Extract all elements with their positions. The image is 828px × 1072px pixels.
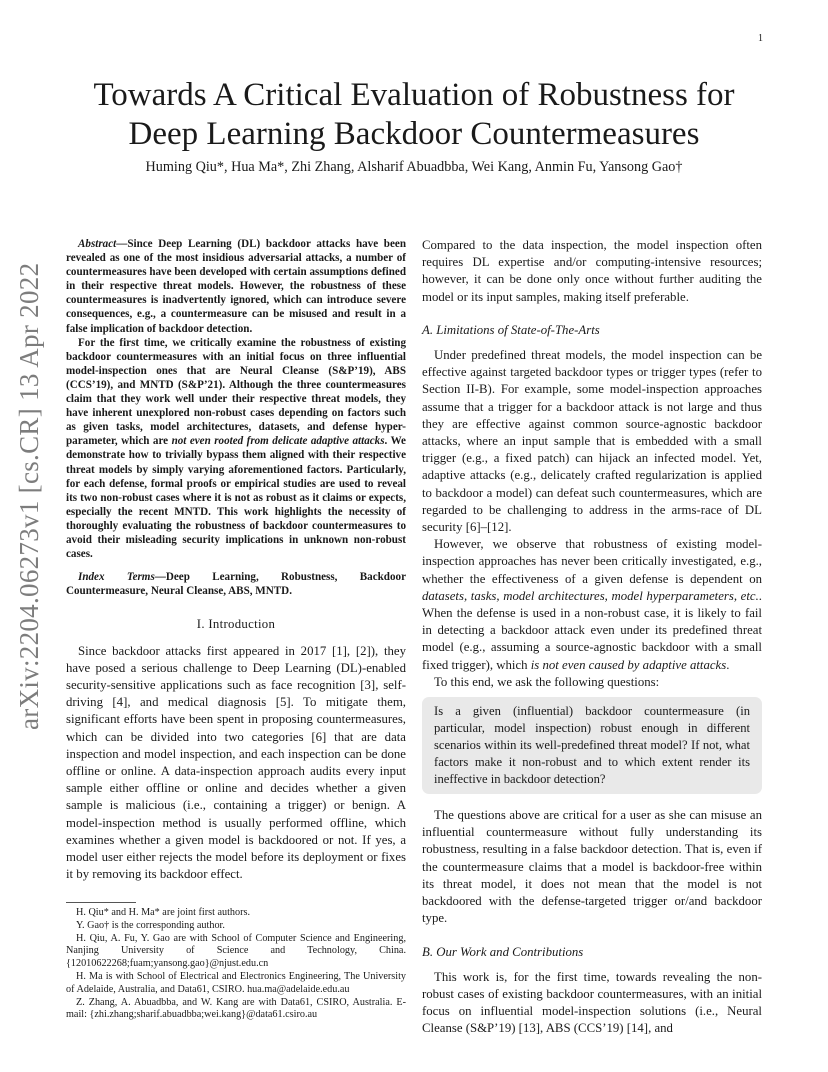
emphasis-span: is not even caused by adaptive attacks xyxy=(530,657,727,672)
abstract-paragraph-1 xyxy=(66,237,406,336)
section-heading-intro: I. Introduction xyxy=(196,617,276,632)
footnote-rule xyxy=(66,902,136,903)
text-span: However, we observe that robustness of existing model-inspection approaches has never been critically investigated, e.g., whether the effectiveness of a given defense is dependent on xyxy=(422,537,762,586)
paragraph-limitations-1: Under predefined threat models, the model inspection can be effective against targeted backdoor types or trigger types (refer to Section II-B). For example, some model-inspection approaches assume that a trigger for a backdoor attack is not large and thus they are effective against common source-agnostic backdoor attacks, where an input sample that is embedded with a small trigger (e.g., a fixed patch) can hijack an infected model. Yet, adaptive attacks (e.g., delicately crafted regularization is applied to backdoor a model) can defeat such countermeasures, which are regarded to be challenging to address in the arms-race of DL security [6]–[12]. xyxy=(422,348,762,535)
arxiv-stamp: arXiv:2204.06273v1 [cs.CR] 13 Apr 2022 xyxy=(14,262,44,730)
abstract-label: Abstract xyxy=(78,238,117,250)
paragraph-continued: Compared to the data inspection, the model inspection often requires DL expertise and/or computing-intensive resources; however, it can be done only once without further auditing the model or its input samples, making itself preferable. xyxy=(422,238,762,304)
abstract-text-1: —Since Deep Learning (DL) backdoor attacks have been revealed as one of the most insidious adversarial attacks, a number of countermeasures have been developed with certain assumptions defined in their respective threat models. However, the robustness of these countermeasures is inadvertently ignored, which can introduce severe consequences, e.g., a countermeasure can be misused and result in a false implication of backdoor detection. xyxy=(66,238,406,335)
footnote: Z. Zhang, A. Abuadbba, and W. Kang are with Data61, CSIRO, Australia. E-mail: {zhi.zhang;sharif.abuadbba;wei.kang}@data61.csiro.au xyxy=(66,996,406,1021)
footnotes xyxy=(66,902,406,1022)
abstract-emphasis: not even rooted from delicate adaptive attacks xyxy=(171,435,385,448)
abstract-text-2a: For the first time, we critically examine the robustness of existing backdoor countermeasures with an initial focus on three influential model-inspection ones that are Neural Cleanse (S&P’19), ABS (CCS’19), and MNTD (S&P’21). Although the three countermeasures claim that they work well under their respective threat models, they have inherent unexplored non-robust cases depending on factors such as given tasks, model architectures, datasets, and defense hyper-parameter, which are xyxy=(66,336,406,448)
subsection-heading-a: A. Limitations of State-of-The-Arts xyxy=(422,322,600,337)
text-span: . When the defense is used in a non-robust case, it is likely to fail in detecting a backdoor attack even under its predefined threat model (e.g., assuming a source-agnostic backdoor with a small fixed trigger), which xyxy=(422,588,762,672)
footnote: H. Qiu* and H. Ma* are joint first authors. xyxy=(76,907,251,918)
subsection-heading-b: B. Our Work and Contributions xyxy=(422,944,584,959)
footnote: Y. Gao† is the corresponding author. xyxy=(76,919,225,931)
paragraph-questions-intro: To this end, we ask the following questions: xyxy=(434,674,660,689)
intro-paragraph-1: Since backdoor attacks first appeared in 2017 [1], [2]), they have posed a serious challenge to Deep Learning (DL)-enabled security-sensitive applications such as face recognition [3], self-driving [4], and medical diagnosis [5]. To mitigate them, significant efforts have been spent in proposing countermeasures, which can be divided into two categories [6] that are data inspection and model inspection, and each inspection can be done offline or online. A data-inspection approach audits every input sample either offline or online and decides whether a given sample is malicious (i.e., containing a trigger) or benign. A model-inspection method is usually performed offline, which examines whether a given model is backdoored or not. If yes, a model user either rejects the model before its deployment or fixes it by removing its backdoor effect. xyxy=(66,643,406,882)
page-number: 1 xyxy=(758,33,763,44)
abstract-paragraph-2 xyxy=(66,336,406,562)
index-terms-label: Index Terms xyxy=(78,571,155,584)
author-list: Huming Qiu*, Hua Ma*, Zhi Zhang, Alsharif Abuadbba, Wei Kang, Anmin Fu, Yansong Gao† xyxy=(145,159,683,175)
footnote: H. Qiu, A. Fu, Y. Gao are with School of Computer Science and Engineering, Nanjing University of Science and Technology, China. {12010622268;fuam;yansong.gao}@njust.edu.cn xyxy=(66,932,406,970)
left-column xyxy=(66,237,406,883)
abstract xyxy=(66,237,406,598)
abstract-text-2b: . We demonstrate how to trivially bypass them aligned with their respective threat models by simply varying aforementioned factors. Particularly, for each defense, formal proofs or empirical studies are used to reveal its two non-robust cases where it is not as robust as it claims or expects, especially the recent MNTD. This work highlights the necessity of thoroughly evaluating the robustness of backdoor countermeasures to avoid their misleading security implications in unknown non-robust cases. xyxy=(66,435,406,561)
index-terms xyxy=(66,570,406,598)
paragraph-contributions-1: This work is, for the first time, towards revealing the non-robust cases of existing backdoor countermeasures, with an initial focus on influential model-inspection solutions (i.e., Neural Cleanse (S&P’19) [13], ABS (CCS’19) [14], and xyxy=(422,969,762,1036)
paper-title: Towards A Critical Evaluation of Robustness for Deep Learning Backdoor Countermeasures xyxy=(93,77,735,152)
index-terms-text: —Deep Learning, Robustness, Backdoor Countermeasure, Neural Cleanse, ABS, MNTD. xyxy=(66,571,406,598)
right-column xyxy=(422,237,762,1038)
research-question-box: Is a given (influential) backdoor countermeasure (in particular, model inspection) robust enough in different scenarios within its well-predefined threat model? If not, what factors make it non-robust and to which extent render its ineffective in backdoor detection? xyxy=(422,697,762,794)
paragraph-questions-discussion: The questions above are critical for a user as she can misuse an influential countermeasure without fully understanding its robustness, resulting in a false backdoor detection. That is, even if the countermeasure claims that a model is backdoor-free within its threat model, it does not mean that the model is not backdoored with the defense-targeted trigger or/and backdoor type. xyxy=(422,808,762,926)
footnote: H. Ma is with School of Electrical and Electronics Engineering, The University of Adelaide, Australia, and Data61, CSIRO. hua.ma@adelaide.edu.au xyxy=(66,970,406,995)
emphasis-span: datasets, tasks, model architectures, model hyperparameters, etc. xyxy=(422,588,759,603)
text-span: . xyxy=(726,657,730,672)
paragraph-limitations-2 xyxy=(422,536,762,674)
